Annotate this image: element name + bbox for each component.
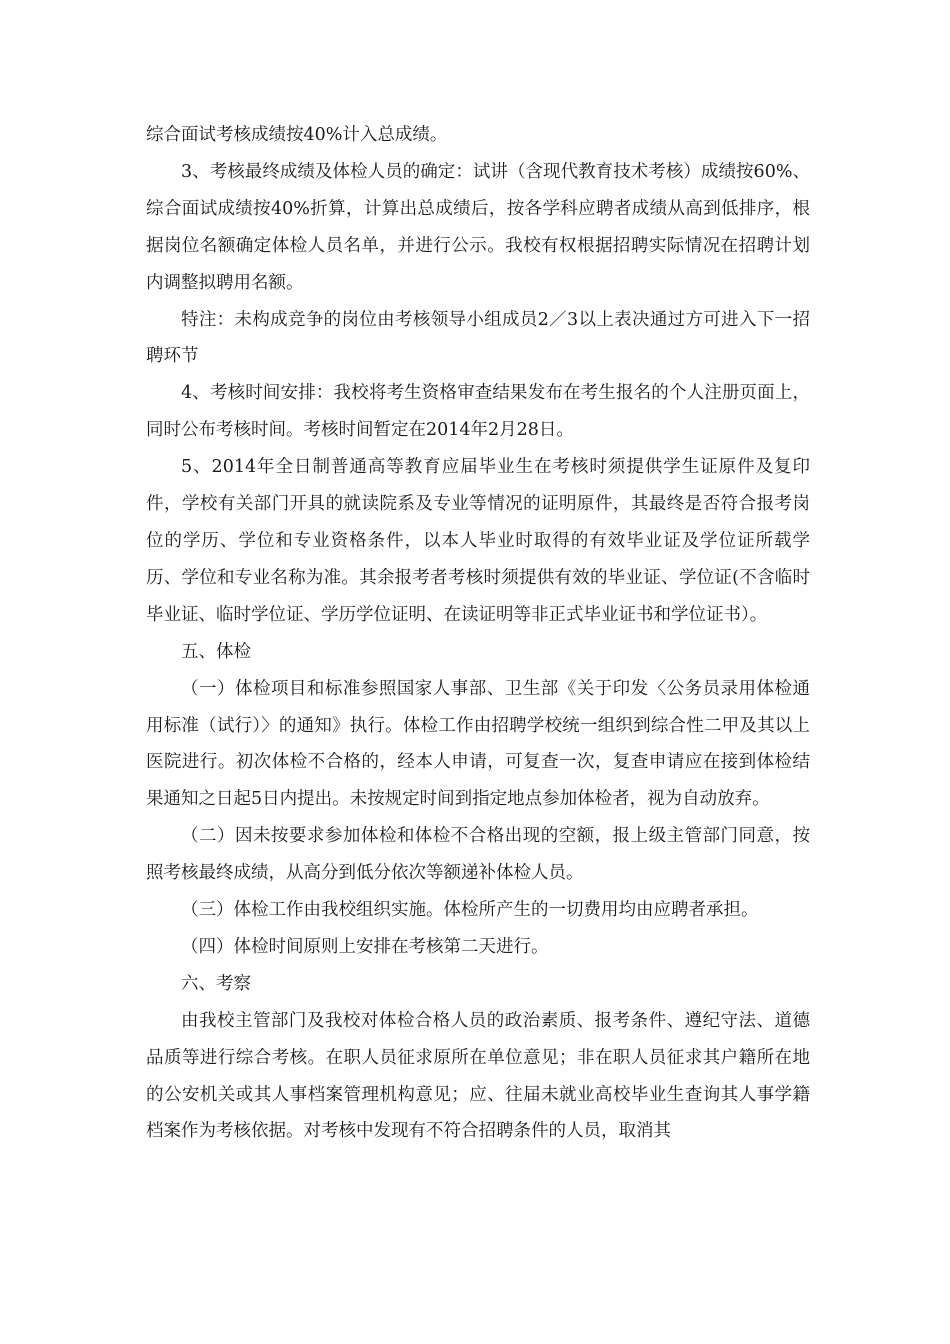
- paragraph-5: 5、2014年全日制普通高等教育应届毕业生在考核时须提供学生证原件及复印件，学校有关部门开具的就读院系及专业等情况的证明原件，其最终是否符合报考岗位的学历、学位和专业资格条件，以本人毕业时取得的有效毕业证及学位证所载学历、学位和专业名称为准。其余报考者考核时须提供有效的毕业证、学位证(不含临时毕业证、临时学位证、学历学位证明、在读证明等非正式毕业证书和学位证书）。: [146, 457, 810, 625]
- section-heading-5: 五、体检: [181, 641, 251, 662]
- paragraph-3: 特注：未构成竞争的岗位由考核领导小组成员2／3以上表决通过方可进入下一招聘环节: [146, 309, 810, 367]
- paragraph-2: 3、考核最终成绩及体检人员的确定：试讲（含现代教育技术考核）成绩按60%、综合面试成绩按40%折算，计算出总成绩后，按各学科应聘者成绩从高到低排序，根据岗位名额确定体检人员名单，并进行公示。我校有权根据招聘实际情况在招聘计划内调整拟聘用名额。: [146, 161, 810, 293]
- paragraph-1: 综合面试考核成绩按40%计入总成绩。: [146, 125, 448, 145]
- paragraph-4: 4、考核时间安排：我校将考生资格审查结果发布在考生报名的个人注册页面上，同时公布考核时间。考核时间暂定在2014年2月28日。: [146, 383, 810, 441]
- section-heading-6: 六、考察: [181, 973, 251, 994]
- paragraph-9: （四）体检时间原则上安排在考核第二天进行。: [181, 936, 549, 957]
- paragraph-8: （三）体检工作由我校组织实施。体检所产生的一切费用均由应聘者承担。: [181, 900, 759, 921]
- paragraph-7: （二）因未按要求参加体检和体检不合格出现的空额，报上级主管部门同意，按照考核最终成绩，从高分到低分依次等额递补体检人员。: [146, 826, 810, 884]
- paragraph-6: （一）体检项目和标准参照国家人事部、卫生部《关于印发〈公务员录用体检通用标准（试行）〉的通知》执行。体检工作由招聘学校统一组织到综合性二甲及其以上医院进行。初次体检不合格的，经本人申请，可复查一次，复查申请应在接到体检结果通知之日起5日内提出。未按规定时间到指定地点参加体检者，视为自动放弃。: [146, 678, 810, 810]
- paragraph-10: 由我校主管部门及我校对体检合格人员的政治素质、报考条件、遵纪守法、道德品质等进行综合考核。在职人员征求原所在单位意见；非在职人员征求其户籍所在地的公安机关或其人事档案管理机构意见；应、往届未就业高校毕业生查询其人事学籍档案作为考核依据。对考核中发现有不符合招聘条件的人员，取消其: [146, 1010, 810, 1142]
